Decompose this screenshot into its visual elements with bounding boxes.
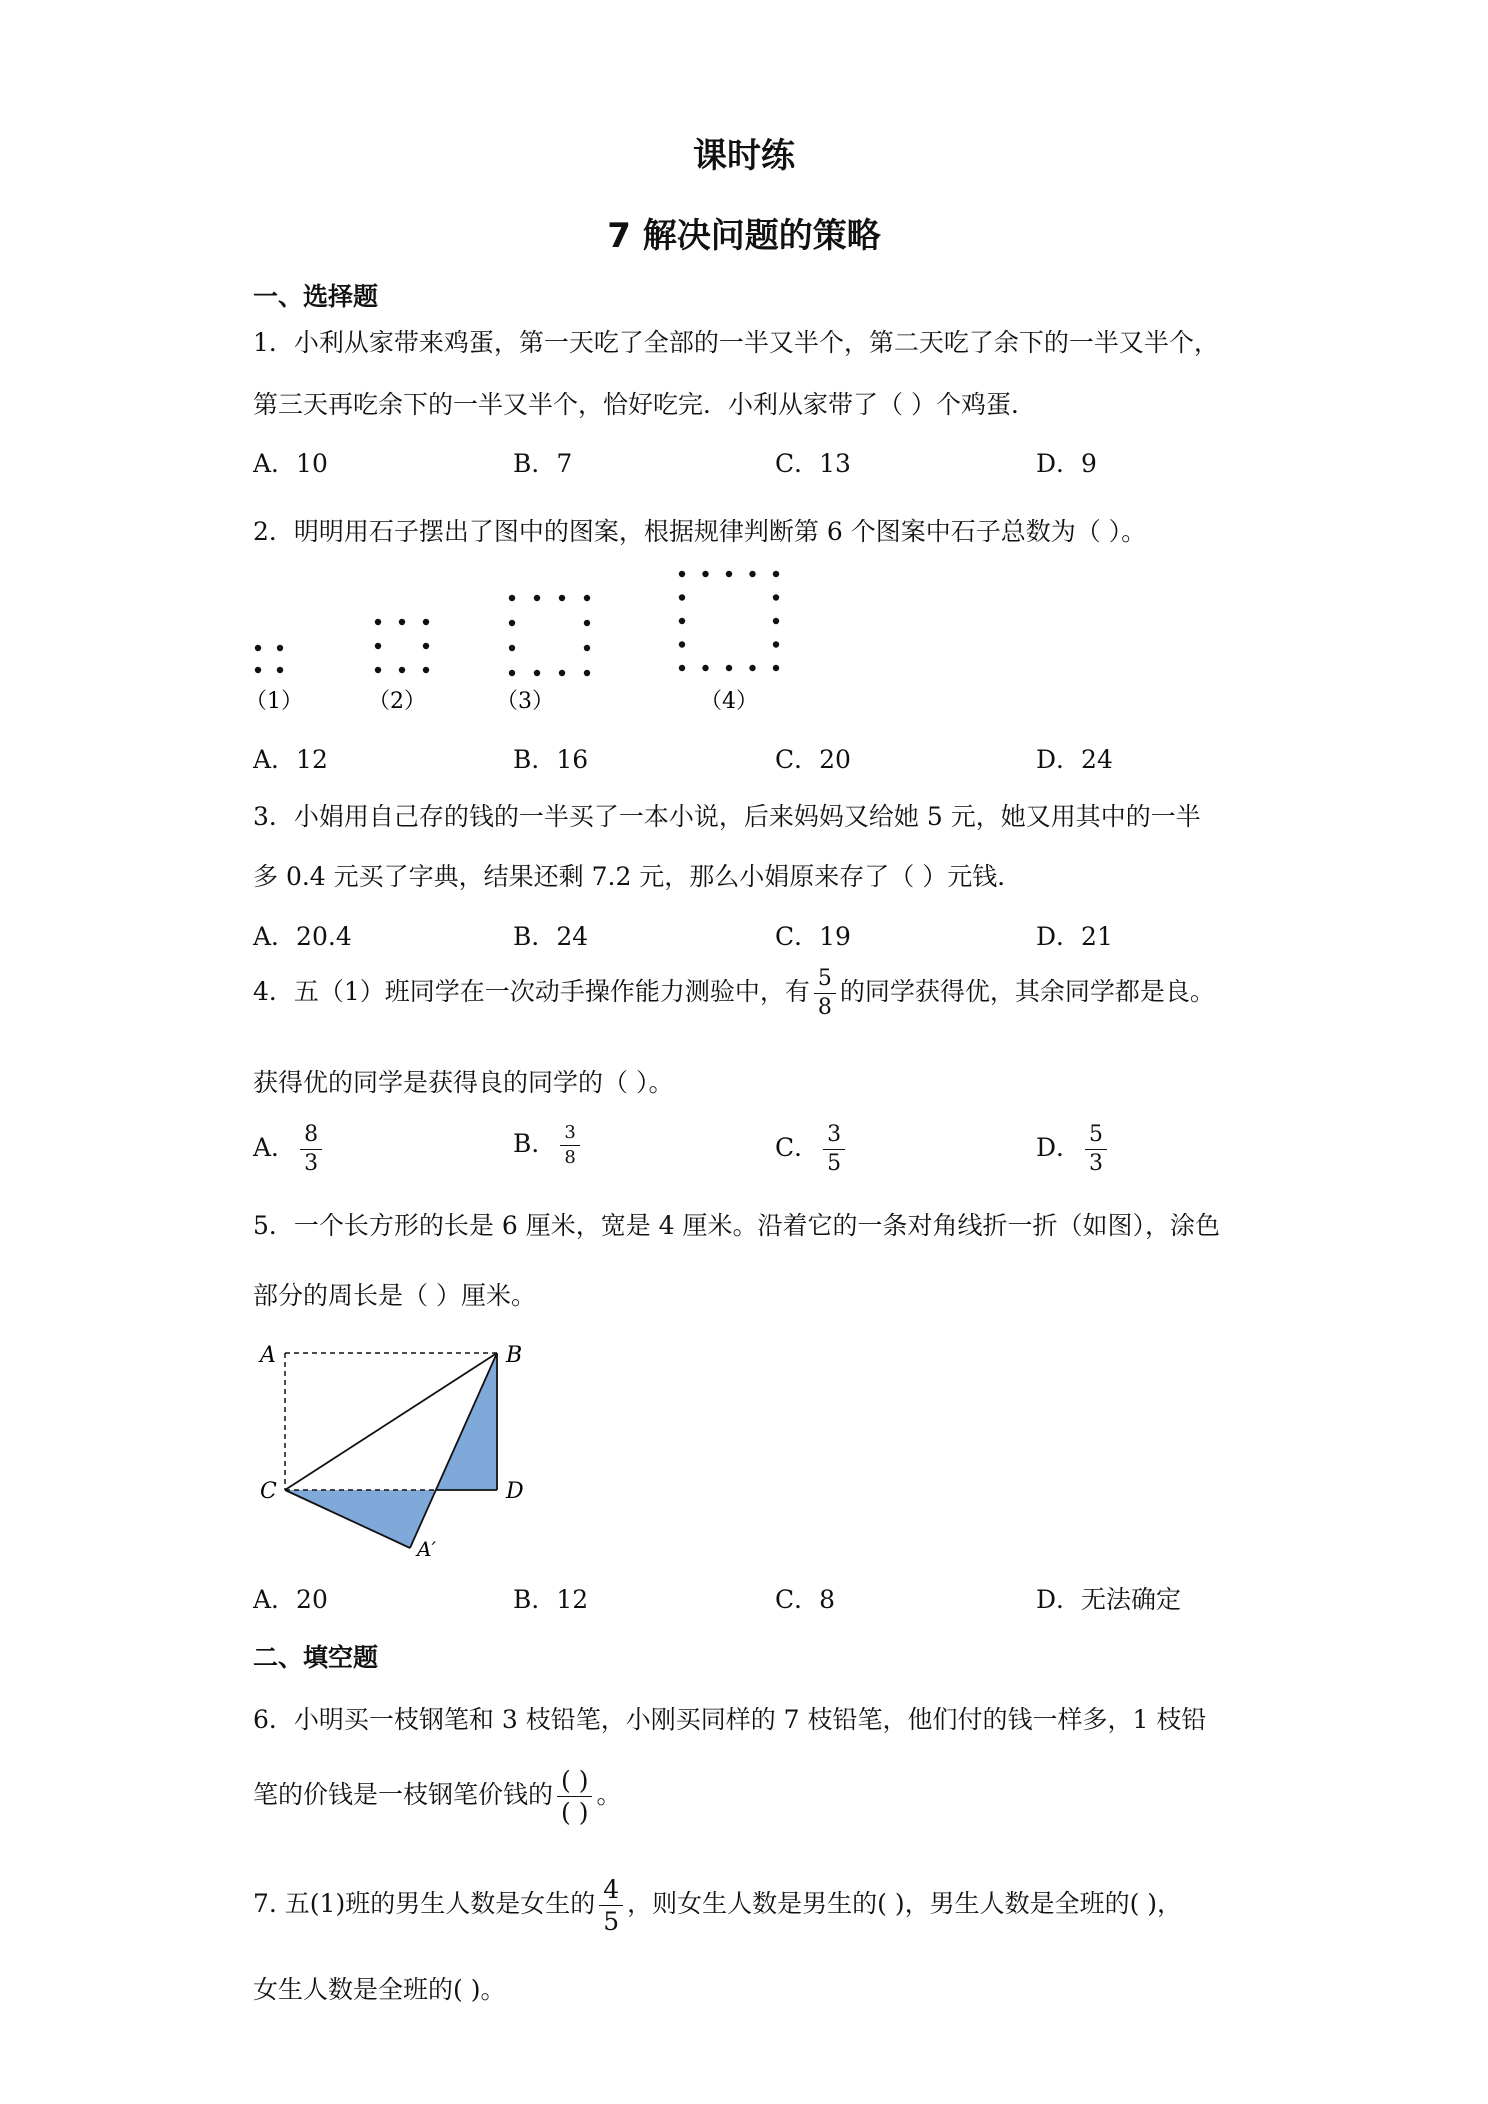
stone-dot xyxy=(255,667,261,673)
q6-line1: 6．小明买一枝钢笔和 3 枝铅笔，小刚买同样的 7 枝铅笔，他们付的钱一样多，1 枝铅 xyxy=(253,1705,1207,1734)
stone-dot xyxy=(702,665,708,671)
stone-dot xyxy=(255,645,261,651)
stone-dot xyxy=(534,595,540,601)
blank-fraction[interactable]: $\frac{( )}{( )}$ xyxy=(557,1768,592,1825)
q3-line1: 3．小娟用自己存的钱的一半买了一本小说，后来妈妈又给她 5 元，她又用其中的一半 xyxy=(253,802,1201,831)
stone-dot xyxy=(423,667,429,673)
point-label-c: C xyxy=(260,1479,277,1504)
stone-dot xyxy=(559,595,565,601)
stone-dot xyxy=(679,641,685,647)
stone-dot xyxy=(584,645,590,651)
q1-line2: 第三天再吃余下的一半又半个，恰好吃完．小利从家带了（ ）个鸡蛋． xyxy=(253,390,1036,419)
q4-option-a: A． $\frac{8}{3}$ xyxy=(253,1124,326,1175)
figure-label-1: （1） xyxy=(245,689,303,714)
stone-dot xyxy=(509,620,515,626)
q7-line2: 女生人数是全班的( )。 xyxy=(253,1975,506,2004)
stone-dot xyxy=(509,645,515,651)
folded-rectangle-figure xyxy=(250,1330,550,1560)
q3-option-d: D．21 xyxy=(1036,922,1113,951)
q5-option-a: A．20 xyxy=(253,1585,328,1614)
q6-line2: 笔的价钱是一枝钢笔价钱的 $\frac{( )}{( )}$ 。 xyxy=(253,1766,622,1827)
stone-dot xyxy=(375,667,381,673)
stone-dot xyxy=(749,571,755,577)
stone-dot xyxy=(399,619,405,625)
q1-line1: 1．小利从家带来鸡蛋，第一天吃了全部的一半又半个，第二天吃了余下的一半又半个， xyxy=(253,328,1219,357)
stone-dot xyxy=(773,618,779,624)
stone-dot xyxy=(277,645,283,651)
stone-dot xyxy=(679,618,685,624)
q2-option-b: B．16 xyxy=(513,745,589,774)
shaded-region-lower xyxy=(285,1490,435,1548)
fraction-five-eighths: $\frac{5}{8}$ xyxy=(814,968,836,1019)
q5-option-d: D．无法确定 xyxy=(1036,1585,1182,1614)
stone-dot xyxy=(509,595,515,601)
q5-line2: 部分的周长是（ ）厘米。 xyxy=(253,1281,536,1310)
q2-option-a: A．12 xyxy=(253,745,328,774)
fraction-four-fifths: $\frac{4}{5}$ xyxy=(599,1877,623,1934)
stone-dot xyxy=(773,665,779,671)
stone-dot xyxy=(679,594,685,600)
q2-line1: 2．明明用石子摆出了图中的图案，根据规律判断第 6 个图案中石子总数为（ ）。 xyxy=(253,517,1147,546)
point-label-a: A xyxy=(260,1343,276,1368)
stone-dot xyxy=(749,665,755,671)
page-title: 课时练 xyxy=(693,136,795,176)
stone-dot xyxy=(584,670,590,676)
q4-option-b: B． $\frac{3}{8}$ xyxy=(513,1124,584,1167)
q3-option-c: C．19 xyxy=(775,922,851,951)
stone-dot xyxy=(773,594,779,600)
section-heading-choice: 一、选择题 xyxy=(253,282,379,311)
q1-option-a: A．10 xyxy=(253,449,328,478)
q1-option-d: D．9 xyxy=(1036,449,1097,478)
q7-line1: 7. 五(1)班的男生人数是女生的 $\frac{4}{5}$ ，则女生人数是男生的( )，男生人数是全班的( )， xyxy=(253,1875,1183,1936)
point-label-d: D xyxy=(506,1479,524,1504)
stone-dot xyxy=(584,595,590,601)
stone-dot xyxy=(679,665,685,671)
q1-option-c: C．13 xyxy=(775,449,851,478)
stone-dot xyxy=(726,665,732,671)
stone-dot xyxy=(773,571,779,577)
stone-dot xyxy=(534,670,540,676)
stone-dot xyxy=(277,667,283,673)
stone-dot xyxy=(773,641,779,647)
stone-pattern-figure xyxy=(240,560,800,720)
stone-dot xyxy=(375,643,381,649)
q2-option-d: D．24 xyxy=(1036,745,1113,774)
stone-dot xyxy=(679,571,685,577)
figure-label-4: （4） xyxy=(700,689,758,714)
q5-option-b: B．12 xyxy=(513,1585,589,1614)
q1-option-b: B．7 xyxy=(513,449,573,478)
stone-dot xyxy=(399,667,405,673)
figure-label-3: （3） xyxy=(496,689,554,714)
q3-option-b: B．24 xyxy=(513,922,589,951)
q2-option-c: C．20 xyxy=(775,745,851,774)
point-label-b: B xyxy=(506,1343,523,1368)
figure-label-2: （2） xyxy=(368,689,426,714)
stone-dot xyxy=(559,670,565,676)
stone-dot xyxy=(509,670,515,676)
q4-option-d: D． $\frac{5}{3}$ xyxy=(1036,1124,1111,1175)
q5-line1: 5．一个长方形的长是 6 厘米，宽是 4 厘米。沿着它的一条对角线折一折（如图），涂色 xyxy=(253,1211,1221,1240)
q3-option-a: A．20.4 xyxy=(253,922,352,951)
stone-dot xyxy=(423,643,429,649)
q5-option-c: C．8 xyxy=(775,1585,836,1614)
q3-line2: 多 0.4 元买了字典，结果还剩 7.2 元，那么小娟原来存了（ ）元钱． xyxy=(253,862,1023,891)
stone-dot xyxy=(702,571,708,577)
q4-line2: 获得优的同学是获得良的同学的（ ）。 xyxy=(253,1068,674,1097)
q4-option-c: C． $\frac{3}{5}$ xyxy=(775,1124,849,1175)
stone-dot xyxy=(584,620,590,626)
section-heading-fill: 二、填空题 xyxy=(253,1643,379,1672)
page-subtitle: 7 解决问题的策略 xyxy=(607,216,881,256)
point-label-a-prime: A′ xyxy=(417,1537,436,1560)
stone-dot xyxy=(726,571,732,577)
q4-line1: 4．五（1）班同学在一次动手操作能力测验中，有 $\frac{5}{8}$ 的同学获得优，其余同学都是良。 xyxy=(253,966,1215,1020)
stone-dot xyxy=(375,619,381,625)
stone-dot xyxy=(423,619,429,625)
